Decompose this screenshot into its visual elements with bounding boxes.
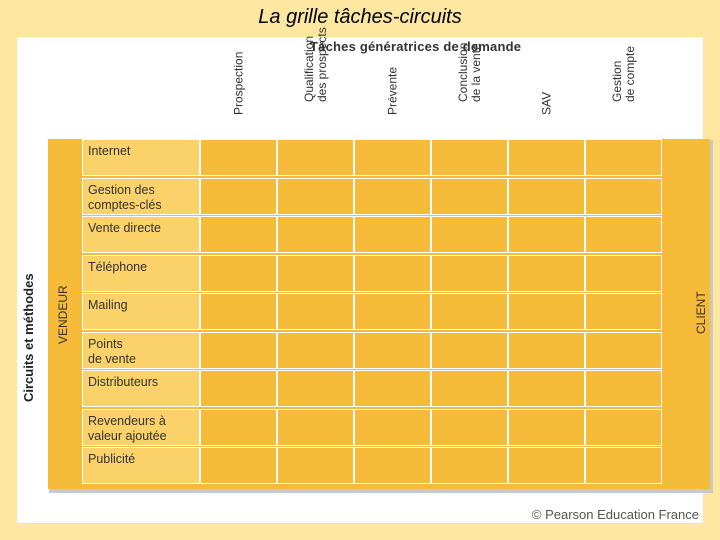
column-label-text: Gestion de compte: [609, 45, 637, 102]
table-row: [82, 293, 692, 330]
grid-cell: [277, 178, 354, 215]
vendeur-bar: [48, 139, 78, 489]
column-label-text: Qualification des prospects: [301, 27, 329, 102]
grid-cell: [277, 370, 354, 407]
column-label-text: Prévente: [385, 66, 399, 115]
side-label: [19, 273, 41, 402]
figure-panel: [17, 27, 708, 523]
grid-cell: [585, 216, 662, 253]
grid-cell: [200, 409, 277, 446]
grid-cell: [431, 293, 508, 330]
client-label: CLIENT: [694, 291, 708, 334]
client-bar: [692, 139, 710, 489]
grid-cell: [431, 409, 508, 446]
grid-cell: [277, 216, 354, 253]
grid-cell: [585, 178, 662, 215]
grid-cell: [354, 293, 431, 330]
grid-cell: [508, 409, 585, 446]
grid-cell: [585, 370, 662, 407]
column-label-text: Prospection: [231, 51, 245, 115]
grid-cell: [431, 255, 508, 292]
grid-cell: [508, 255, 585, 292]
grid-cell: [354, 447, 431, 484]
grid-cell: [200, 293, 277, 330]
task-circuit-grid: [48, 139, 710, 489]
grid-cell: [585, 139, 662, 176]
column-label-text: SAV: [539, 91, 553, 115]
vendeur-label: VENDEUR: [56, 285, 70, 344]
column-label: [200, 43, 277, 128]
column-label: [354, 43, 431, 128]
grid-cell: [277, 139, 354, 176]
grid-cell: [354, 216, 431, 253]
copyright: © Pearson Education France: [531, 507, 699, 522]
grid-cell: [200, 332, 277, 369]
grid-cell: [354, 178, 431, 215]
grid-cell: [354, 332, 431, 369]
table-row: [82, 178, 692, 215]
grid-cell: [585, 332, 662, 369]
grid-cell: [508, 216, 585, 253]
grid-cell: [508, 139, 585, 176]
grid-cell: [508, 178, 585, 215]
table-row: [82, 409, 692, 446]
table-row: [82, 216, 692, 253]
grid-cell: [277, 332, 354, 369]
grid-cell: [200, 255, 277, 292]
grid-cell: [585, 293, 662, 330]
grid-cell: [200, 370, 277, 407]
row-label: Publicité: [82, 447, 200, 484]
row-label: Revendeurs à valeur ajoutée: [82, 409, 200, 446]
grid-cell: [431, 370, 508, 407]
grid-cell: [200, 447, 277, 484]
table-row: [82, 447, 692, 484]
grid-cell: [431, 139, 508, 176]
row-label: Gestion des comptes-clés: [82, 178, 200, 215]
grid-cell: [200, 139, 277, 176]
grid-cell: [431, 178, 508, 215]
row-label: Vente directe: [82, 216, 200, 253]
grid-cell: [431, 332, 508, 369]
column-label: [431, 43, 508, 128]
demand-header: Tâches génératrices de demande: [310, 39, 522, 54]
grid-cell: [277, 255, 354, 292]
grid-cell: [508, 447, 585, 484]
column-label: [585, 43, 662, 128]
grid-cell: [200, 216, 277, 253]
grid-cell: [431, 216, 508, 253]
grid-cell: [431, 447, 508, 484]
grid-cell: [354, 255, 431, 292]
column-label: [277, 27, 354, 128]
grid-cell: [354, 139, 431, 176]
grid-cell: [277, 447, 354, 484]
column-label-text: Conclusion de la vente: [455, 42, 483, 102]
slide-title: La grille tâches-circuits: [258, 6, 462, 28]
table-row: [82, 370, 692, 407]
grid-cell: [585, 255, 662, 292]
table-row: [82, 255, 692, 292]
row-label: Téléphone: [82, 255, 200, 292]
row-label: Internet: [82, 139, 200, 176]
grid-cell: [508, 293, 585, 330]
grid-cell: [585, 447, 662, 484]
side-label-text: Circuits et méthodes: [21, 273, 36, 402]
grid-cell: [277, 409, 354, 446]
grid-cell: [354, 409, 431, 446]
row-label: Mailing: [82, 293, 200, 330]
table-row: [82, 139, 692, 176]
grid-cell: [354, 370, 431, 407]
row-label: Points de vente: [82, 332, 200, 369]
row-label: Distributeurs: [82, 370, 200, 407]
grid-cell: [508, 370, 585, 407]
table-row: [82, 332, 692, 369]
grid-cell: [277, 293, 354, 330]
column-label: [508, 43, 585, 128]
grid-cell: [200, 178, 277, 215]
grid-cell: [585, 409, 662, 446]
grid-cell: [508, 332, 585, 369]
